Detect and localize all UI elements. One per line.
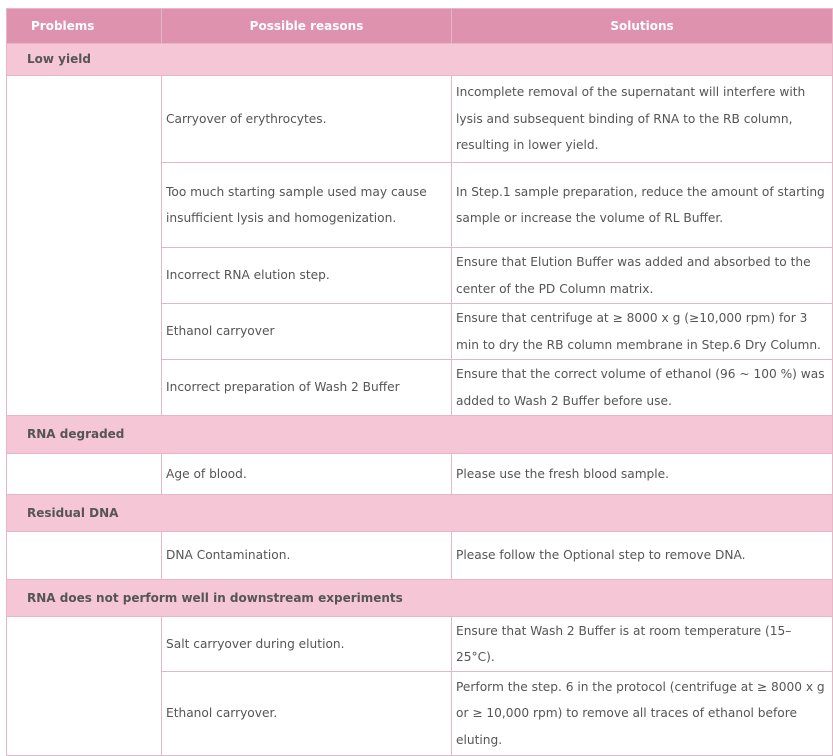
reason-cell: Ethanol carryover — [162, 304, 452, 360]
problem-cell — [7, 76, 162, 416]
solution-cell: Ensure that centrifuge at ≥ 8000 x g (≥10,000 rpm) for 3 min to dry the RB column membrane in Step.6 Dry Column. — [452, 304, 833, 360]
solution-cell: Ensure that Wash 2 Buffer is at room temperature (15–25°C). — [452, 617, 833, 672]
solution-cell: Please use the fresh blood sample. — [452, 454, 833, 495]
section-title: Residual DNA — [7, 495, 833, 532]
section-row-downstream — [7, 580, 833, 617]
header-possible-reasons: Possible reasons — [162, 9, 452, 44]
reason-cell: Age of blood. — [162, 454, 452, 495]
solution-cell: Incomplete removal of the supernatant will interfere with lysis and subsequent binding of RNA to the RB column, resulting in lower yield. — [452, 76, 833, 163]
table-row — [7, 76, 833, 163]
problem-cell — [7, 617, 162, 756]
reason-cell: Ethanol carryover. — [162, 672, 452, 756]
section-row-residual-dna — [7, 495, 833, 532]
solution-cell: Perform the step. 6 in the protocol (centrifuge at ≥ 8000 x g or ≥ 10,000 rpm) to remove all traces of ethanol before eluting. — [452, 672, 833, 756]
reason-cell: Incorrect preparation of Wash 2 Buffer — [162, 360, 452, 416]
header-problems: Problems — [7, 9, 162, 44]
reason-cell: Too much starting sample used may cause insufficient lysis and homogenization. — [162, 163, 452, 248]
section-title: Low yield — [7, 44, 833, 76]
problem-cell — [7, 454, 162, 495]
solution-cell: Ensure that the correct volume of ethanol (96 ~ 100 %) was added to Wash 2 Buffer before use. — [452, 360, 833, 416]
header-row — [7, 9, 833, 44]
solution-cell: In Step.1 sample preparation, reduce the amount of starting sample or increase the volume of RL Buffer. — [452, 163, 833, 248]
section-title: RNA does not perform well in downstream experiments — [7, 580, 833, 617]
header-solutions: Solutions — [452, 9, 833, 44]
section-title: RNA degraded — [7, 416, 833, 454]
table-row — [7, 454, 833, 495]
table-row — [7, 532, 833, 580]
troubleshooting-table — [6, 8, 833, 756]
solution-cell: Please follow the Optional step to remove DNA. — [452, 532, 833, 580]
section-row-low-yield — [7, 44, 833, 76]
problem-cell — [7, 532, 162, 580]
table-row — [7, 617, 833, 672]
reason-cell: DNA Contamination. — [162, 532, 452, 580]
reason-cell: Salt carryover during elution. — [162, 617, 452, 672]
solution-cell: Ensure that Elution Buffer was added and absorbed to the center of the PD Column matrix. — [452, 248, 833, 304]
reason-cell: Incorrect RNA elution step. — [162, 248, 452, 304]
section-row-rna-degraded — [7, 416, 833, 454]
reason-cell: Carryover of erythrocytes. — [162, 76, 452, 163]
